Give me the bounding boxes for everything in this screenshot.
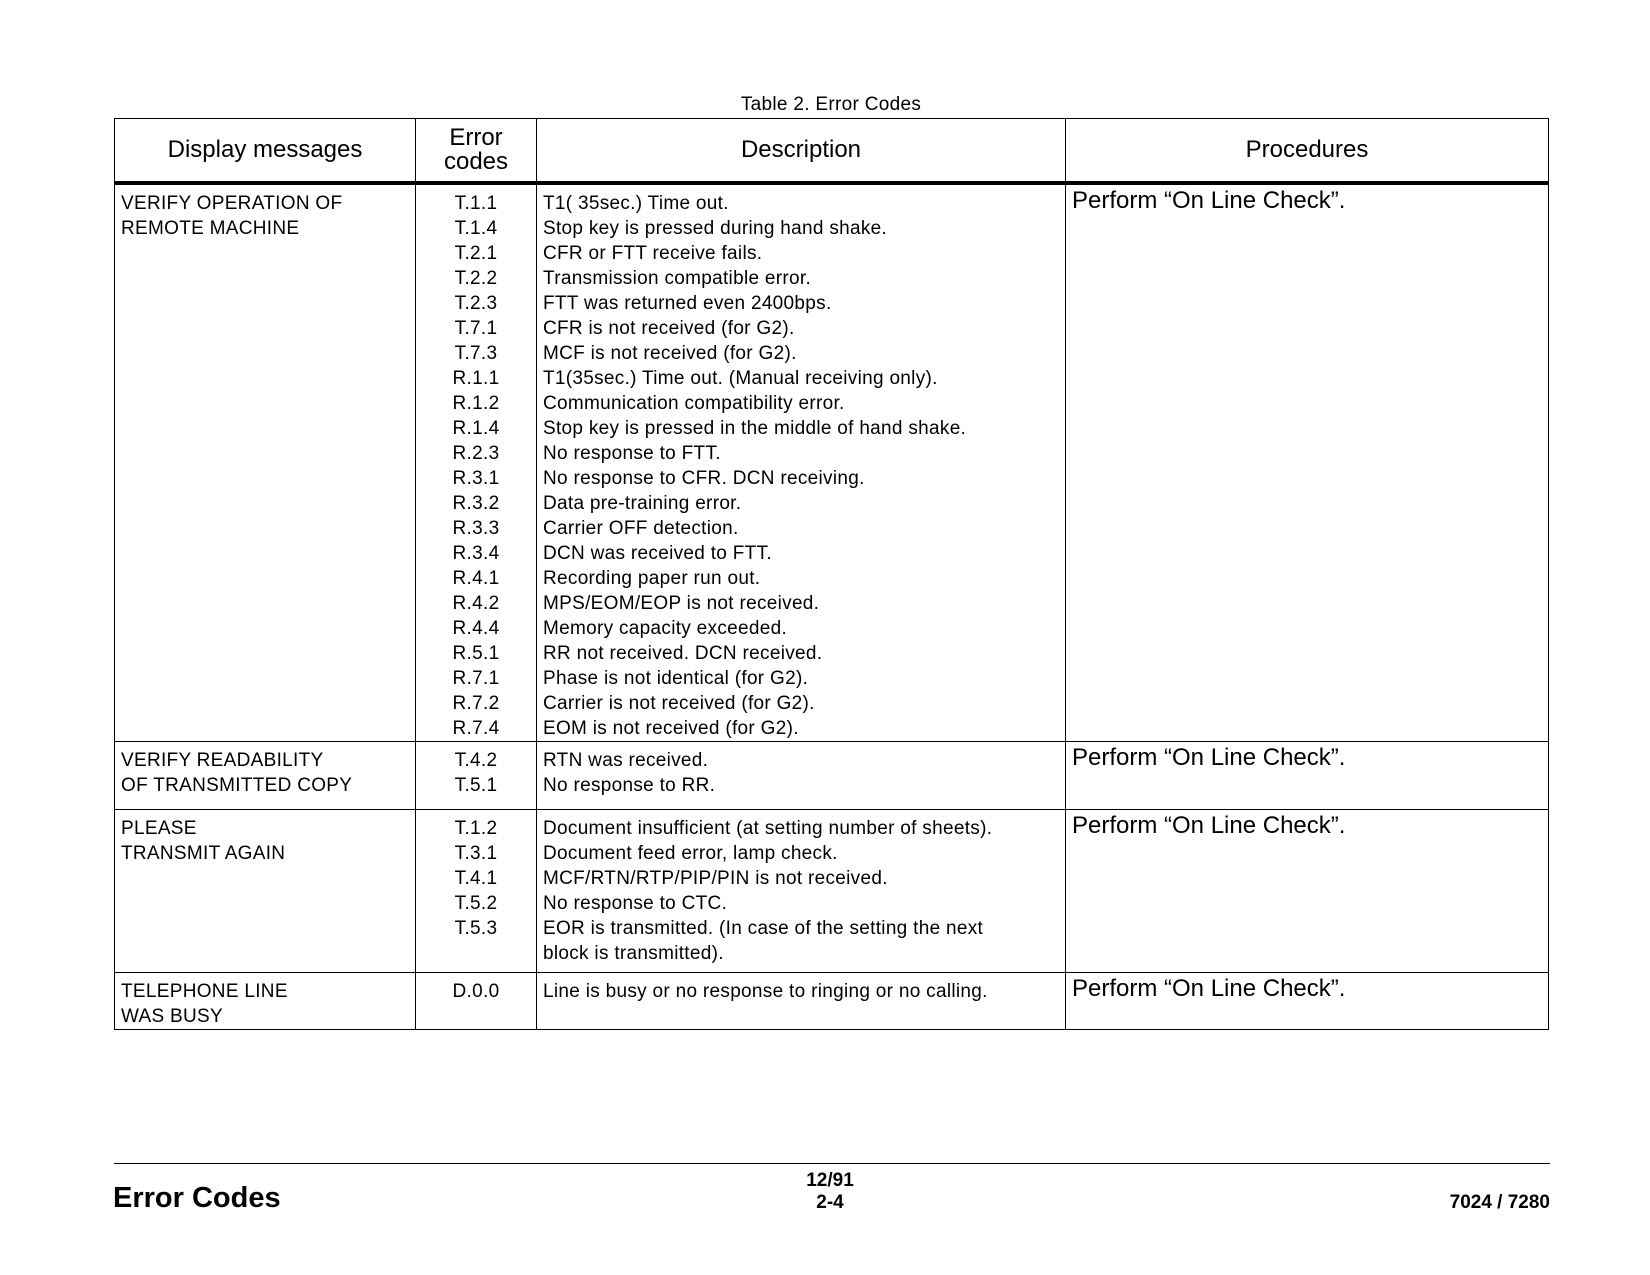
table-header	[115, 119, 1549, 184]
error-description-line: EOM is not received (for G2).	[543, 718, 799, 739]
display-message-line: TRANSMIT AGAIN	[121, 843, 286, 864]
procedure: Perform “On Line Check”.	[1066, 810, 1549, 973]
error-description-line: Data pre-training error.	[543, 493, 742, 514]
error-description-line: Stop key is pressed during hand shake.	[543, 218, 888, 239]
error-code-line: T.2.3	[454, 293, 498, 314]
error-code-line: R.2.3	[452, 443, 500, 464]
error-description-line: Communication compatibility error.	[543, 393, 845, 414]
display-message-line: VERIFY READABILITY	[121, 750, 324, 771]
error-code-line: T.3.1	[454, 843, 498, 864]
footer-divider	[114, 1163, 1550, 1164]
error-description-line: CFR or FTT receive fails.	[543, 243, 763, 264]
error-code-line: R.4.4	[452, 618, 500, 639]
error-code-line: T.5.3	[454, 918, 498, 939]
error-description-line: Line is busy or no response to ringing or no calling.	[543, 981, 988, 1002]
header-description: Description	[537, 119, 1066, 184]
error-description-line: Transmission compatible error.	[543, 268, 812, 289]
error-code-line: T.1.2	[454, 818, 498, 839]
error-code-line: R.5.1	[452, 643, 500, 664]
header-row	[115, 119, 1549, 184]
error-description-line: Document insufficient (at setting number of sheets).	[543, 818, 993, 839]
error-code-line: T.2.2	[454, 268, 498, 289]
error-description-line: MCF is not received (for G2).	[543, 343, 797, 364]
error-description-line: Carrier OFF detection.	[543, 518, 739, 539]
error-code-line: R.3.1	[452, 468, 500, 489]
table-row	[115, 810, 1549, 973]
error-description	[537, 810, 1066, 973]
procedure: Perform “On Line Check”.	[1066, 183, 1549, 742]
error-code-line: T.1.4	[454, 218, 498, 239]
error-code-line: R.1.4	[452, 418, 500, 439]
header-display-messages: Display messages	[115, 119, 416, 184]
error-description-line: block is transmitted).	[543, 943, 724, 964]
error-description-line: EOR is transmitted. (In case of the setting the next	[543, 918, 984, 939]
error-codes-table	[114, 118, 1549, 1030]
error-code	[416, 973, 537, 1030]
error-code-line: R.1.1	[452, 368, 500, 389]
display-message-line: OF TRANSMITTED COPY	[121, 775, 353, 796]
display-message	[115, 742, 416, 810]
error-description-line: Phase is not identical (for G2).	[543, 668, 809, 689]
error-code-line: R.7.2	[452, 693, 500, 714]
error-description-line: T1( 35sec.) Time out.	[543, 193, 729, 214]
error-description-line: No response to CTC.	[543, 893, 728, 914]
footer-model: 7024 / 7280	[1449, 1192, 1550, 1213]
table-row	[115, 973, 1549, 1030]
footer-page-number: 2-4	[816, 1192, 844, 1213]
table-row	[115, 742, 1549, 810]
error-code-line: T.5.2	[454, 893, 498, 914]
table-body	[115, 183, 1549, 1030]
error-code	[416, 742, 537, 810]
error-description-line: Memory capacity exceeded.	[543, 618, 788, 639]
footer-page-info	[780, 1170, 880, 1214]
error-code-line: R.7.4	[452, 718, 500, 739]
error-description-line: FTT was returned even 2400bps.	[543, 293, 832, 314]
header-procedures: Procedures	[1066, 119, 1549, 184]
error-code-line: R.4.1	[452, 568, 500, 589]
error-description-line: Carrier is not received (for G2).	[543, 693, 815, 714]
header-error-codes	[416, 119, 537, 184]
display-message-line: REMOTE MACHINE	[121, 218, 300, 239]
error-description-line: No response to RR.	[543, 775, 716, 796]
error-code-line: T.4.2	[454, 750, 498, 771]
error-description-line: T1(35sec.) Time out. (Manual receiving only).	[543, 368, 938, 389]
error-description	[537, 973, 1066, 1030]
error-description-line: CFR is not received (for G2).	[543, 318, 795, 339]
table-row	[115, 183, 1549, 742]
display-message-line: TELEPHONE LINE	[121, 981, 288, 1002]
footer-date: 12/91	[806, 1170, 854, 1191]
display-message	[115, 183, 416, 742]
error-code-line: T.1.1	[454, 193, 498, 214]
error-code-line: R.3.2	[452, 493, 500, 514]
error-description-line: Recording paper run out.	[543, 568, 761, 589]
display-message-line: PLEASE	[121, 818, 197, 839]
error-description-line: No response to FTT.	[543, 443, 721, 464]
table-caption: Table 2. Error Codes	[740, 94, 922, 115]
display-message-line: VERIFY OPERATION OF	[121, 193, 343, 214]
error-code	[416, 183, 537, 742]
error-description-line: Stop key is pressed in the middle of hand shake.	[543, 418, 967, 439]
display-message	[115, 810, 416, 973]
header-error-codes-line2: codes	[443, 148, 509, 175]
error-code-line: T.7.3	[454, 343, 498, 364]
display-message	[115, 973, 416, 1030]
header-error-codes-line1: Error	[449, 124, 503, 151]
error-description	[537, 183, 1066, 742]
error-description-line: RTN was received.	[543, 750, 709, 771]
error-code-line: T.2.1	[454, 243, 498, 264]
error-description-line: MCF/RTN/RTP/PIP/PIN is not received.	[543, 868, 888, 889]
error-code-line: R.7.1	[452, 668, 500, 689]
error-description	[537, 742, 1066, 810]
error-description-line: MPS/EOM/EOP is not received.	[543, 593, 820, 614]
error-code-line: R.3.3	[452, 518, 500, 539]
error-code-line: R.3.4	[452, 543, 500, 564]
error-code-line: R.1.2	[452, 393, 500, 414]
error-code-line: D.0.0	[452, 981, 500, 1002]
error-description-line: No response to CFR. DCN receiving.	[543, 468, 865, 489]
procedure: Perform “On Line Check”.	[1066, 973, 1549, 1030]
procedure: Perform “On Line Check”.	[1066, 742, 1549, 810]
error-description-line: RR not received. DCN received.	[543, 643, 823, 664]
display-message-line: WAS BUSY	[121, 1006, 223, 1027]
footer-section-title: Error Codes	[113, 1182, 281, 1214]
error-code-line: R.4.2	[452, 593, 500, 614]
error-code-line: T.7.1	[454, 318, 498, 339]
error-code	[416, 810, 537, 973]
error-code-line: T.4.1	[454, 868, 498, 889]
error-description-line: Document feed error, lamp check.	[543, 843, 838, 864]
error-code-line: T.5.1	[454, 775, 498, 796]
error-description-line: DCN was received to FTT.	[543, 543, 772, 564]
